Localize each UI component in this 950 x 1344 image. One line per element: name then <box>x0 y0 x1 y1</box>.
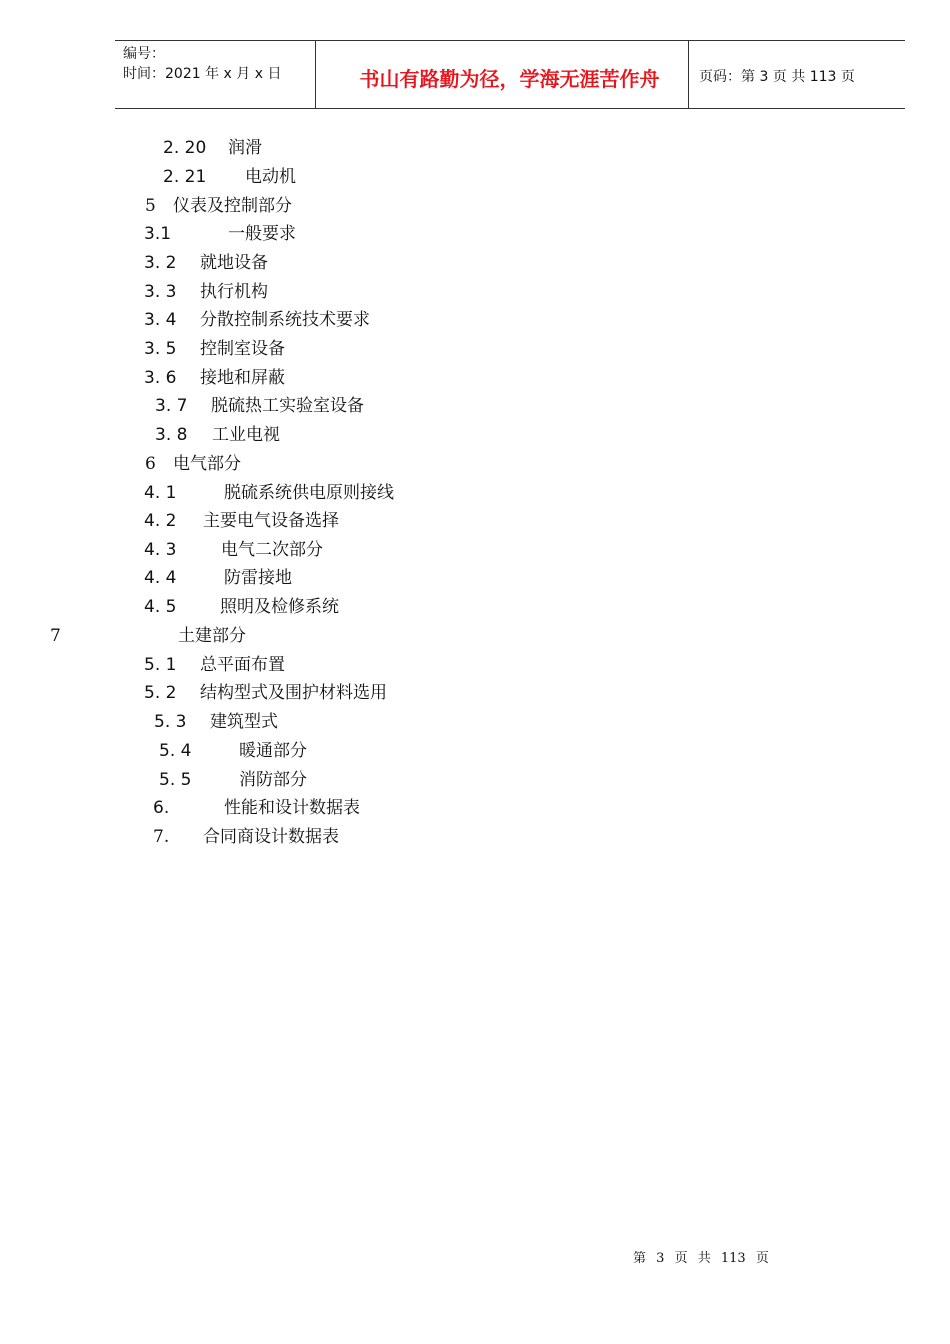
toc-title: 工业电视 <box>212 425 280 445</box>
toc-title: 防雷接地 <box>224 568 292 588</box>
toc-title: 土建部分 <box>178 626 246 646</box>
toc-number: 3.1 <box>144 224 172 244</box>
toc-title: 性能和设计数据表 <box>224 798 360 818</box>
toc-title: 主要电气设备选择 <box>203 511 339 531</box>
footer-text: 第 <box>633 1251 647 1266</box>
toc-title: 电气二次部分 <box>221 540 323 560</box>
toc-number: 3. 5 <box>144 339 177 359</box>
toc-number: 3. 8 <box>155 425 188 445</box>
toc-title: 脱硫热工实验室设备 <box>211 396 364 416</box>
toc-number: 2. 21 <box>163 167 207 187</box>
toc-number: 5 <box>145 196 156 216</box>
toc-number: 4. 5 <box>144 597 177 617</box>
toc-title: 电气部分 <box>173 454 241 474</box>
toc-number: 3. 4 <box>144 310 177 330</box>
toc-title: 润滑 <box>228 138 262 158</box>
toc-number: 4. 3 <box>144 540 177 560</box>
footer-text: 页 <box>674 1251 688 1266</box>
toc-number: 3. 6 <box>144 368 177 388</box>
toc-number: 3. 2 <box>144 253 177 273</box>
toc-title: 总平面布置 <box>200 655 285 675</box>
toc-number: 7. <box>153 827 170 847</box>
toc-title: 仪表及控制部分 <box>173 196 292 216</box>
toc-title: 建筑型式 <box>210 712 278 732</box>
toc-title: 照明及检修系统 <box>220 597 339 617</box>
document-time-label: 时间：2021 年 x 月 x 日 <box>123 66 282 82</box>
header-divider <box>688 41 689 108</box>
footer-total-pages: 113 <box>720 1251 746 1266</box>
footer-text: 共 <box>697 1251 711 1266</box>
toc-title: 脱硫系统供电原则接线 <box>224 483 394 503</box>
toc-number: 7 <box>50 626 61 646</box>
toc-number: 5. 2 <box>144 683 177 703</box>
toc-title: 消防部分 <box>239 770 307 790</box>
toc-number: 4. 1 <box>144 483 177 503</box>
toc-title: 分散控制系统技术要求 <box>200 310 370 330</box>
header-motto: 书山有路勤为径，学海无涯苦作舟 <box>359 67 660 91</box>
toc-title: 执行机构 <box>200 282 268 302</box>
toc-title: 合同商设计数据表 <box>203 827 339 847</box>
document-id-label: 编号： <box>123 46 165 62</box>
header-page-number: 页码：第 3 页 共 113 页 <box>699 69 855 85</box>
toc-number: 5. 4 <box>159 741 192 761</box>
page-footer <box>633 1247 775 1266</box>
toc-title: 电动机 <box>245 167 296 187</box>
toc-number: 4. 2 <box>144 511 177 531</box>
toc-title: 控制室设备 <box>200 339 285 359</box>
toc-number: 6 <box>145 454 156 474</box>
footer-current-page: 3 <box>656 1251 665 1266</box>
toc-number: 6. <box>153 798 170 818</box>
toc-number: 3. 7 <box>155 396 188 416</box>
footer-text: 页 <box>755 1251 769 1266</box>
toc-title: 暖通部分 <box>239 741 307 761</box>
toc-number: 2. 20 <box>163 138 207 158</box>
header-divider <box>315 41 316 108</box>
toc-number: 4. 4 <box>144 568 177 588</box>
toc-title: 接地和屏蔽 <box>200 368 285 388</box>
toc-number: 3. 3 <box>144 282 177 302</box>
toc-title: 一般要求 <box>228 224 296 244</box>
toc-title: 结构型式及围护材料选用 <box>200 683 387 703</box>
toc-number: 5. 1 <box>144 655 177 675</box>
page-header <box>115 40 905 109</box>
toc-title: 就地设备 <box>200 253 268 273</box>
toc-number: 5. 5 <box>159 770 192 790</box>
toc-number: 5. 3 <box>154 712 187 732</box>
